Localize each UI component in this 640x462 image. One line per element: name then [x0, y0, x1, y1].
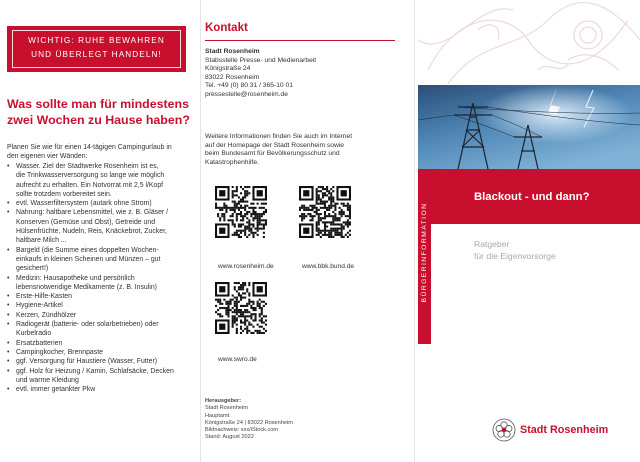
qr-code-rosenheim[interactable] — [215, 186, 267, 238]
side-label: BÜRGERINFORMATION — [421, 202, 428, 303]
contact-street: Königstraße 24 — [205, 65, 251, 73]
supply-item-text: Radiogerät (batterie- oder solarbetrieben) oder Kurbelradio — [16, 321, 159, 338]
supply-item-text: ggf. Versorgung für Haustiere (Wasser, Futter) — [16, 358, 158, 366]
contact-org: Stadt Rosenheim — [205, 48, 260, 55]
bullet-icon: • — [7, 321, 10, 329]
supply-list-item — [7, 348, 193, 357]
city-logo-text: Stadt Rosenheim — [520, 424, 609, 436]
qr-label-rosenheim[interactable]: www.rosenheim.de — [218, 263, 274, 270]
preparation-heading: Was sollte man für mindestens zwei Wochen zu Hause haben? — [7, 97, 190, 127]
city-logo — [492, 418, 608, 442]
supply-item-text: Campingkocher, Brennpaste — [16, 348, 103, 356]
supply-item-text: ggf. Holz für Heizung / Kamin, Schlafsäcke, Decken und warme Kleidung — [16, 367, 174, 384]
qr-label-swro[interactable]: www.swro.de — [218, 356, 257, 363]
bullet-icon: • — [7, 386, 10, 394]
supply-item-text: evtl. immer getankter Pkw — [16, 386, 96, 394]
bullet-icon: • — [7, 311, 10, 319]
warning-line-2: UND ÜBERLEGT HANDELN! — [31, 49, 162, 59]
bullet-icon: • — [7, 200, 10, 208]
supply-list-item — [7, 367, 193, 386]
bullet-icon: • — [7, 348, 10, 356]
supply-list-item — [7, 246, 193, 274]
rose-emblem-icon — [492, 418, 516, 442]
fold-line-right — [414, 0, 415, 462]
supply-list-item — [7, 162, 193, 199]
supply-list-item — [7, 208, 193, 245]
cover-title: Blackout - und dann? — [474, 191, 590, 203]
qr-code-swro[interactable] — [215, 282, 267, 334]
contact-city: 83022 Rosenheim — [205, 73, 260, 81]
supply-item-text: Hygiene-Artikel — [16, 302, 63, 310]
contact-phone: Tel. +49 (0) 80 31 / 365-10 01 — [205, 82, 293, 90]
bullet-icon: • — [7, 339, 10, 347]
supply-list-item — [7, 385, 193, 394]
supply-list-item — [7, 311, 193, 320]
qr-label-bbk[interactable]: www.bbk.bund.de — [302, 263, 355, 270]
bullet-icon: • — [7, 246, 10, 254]
supply-item-text: Kerzen, Zündhölzer — [16, 311, 77, 319]
warning-box — [7, 26, 186, 72]
supply-list-item — [7, 357, 193, 366]
bullet-icon: • — [7, 358, 10, 366]
imprint: Herausgeber: Stadt Rosenheim Hauptamt Königstraße 24 | 83022 Rosenheim Bildnachweis: xxx/iStock.com Stand: August 2022 — [205, 398, 293, 441]
supply-list-item — [7, 339, 193, 348]
contact-dept: Stabsstelle Presse- und Medienarbeit — [205, 56, 317, 64]
supply-item-text: Ersatzbatterien — [16, 339, 63, 347]
decorative-rose-pattern — [418, 0, 640, 84]
supply-list-item — [7, 320, 193, 339]
bullet-icon: • — [7, 367, 10, 375]
more-info-text: Weitere Informationen finden Sie auch im Internet auf der Homepage der Stadt Rosenheim sowie beim Bundesamt für Bevölkerungsschutz und Katastrophenhilfe. — [205, 133, 353, 166]
supply-item-text: Bargeld (die Summe eines doppelten Wochen- einkaufs in kleinen Scheinen und Münzen – gut gesichert!) — [16, 246, 161, 273]
bullet-icon: • — [7, 209, 10, 217]
bullet-icon: • — [7, 302, 10, 310]
supply-list — [7, 162, 193, 394]
cover-photo-power-lines — [418, 85, 640, 169]
panel-contact — [205, 0, 410, 462]
panel-cover — [418, 0, 640, 462]
contact-email[interactable]: pressestelle@rosenheim.de — [205, 90, 288, 98]
bullet-icon: • — [7, 163, 10, 170]
preparation-intro: Planen Sie wie für einen 14-tägigen Campingurlaub in den eigenen vier Wänden: — [7, 144, 172, 161]
contact-divider — [205, 40, 395, 41]
contact-title: Kontakt — [205, 22, 248, 34]
bullet-icon: • — [7, 293, 10, 301]
supply-item-text: Medizin: Hausapotheke und persönlich lebensnotwendige Medikamente (z. B. Insulin) — [16, 274, 157, 291]
cover-subtitle: Ratgeber für die Eigenvorsorge — [474, 239, 556, 261]
supply-list-item — [7, 274, 193, 293]
contact-address — [205, 48, 316, 100]
supply-item-text: Wasser. Ziel der Stadtwerke Rosenheim ist es, die Trinkwasserversorgung so lange wie möglich aufrecht zu erhalten. Ein Notvorrat mit 2,5 l/Kopf sollte trotzdem vorbereitet sein. — [16, 163, 165, 198]
warning-line-1: WICHTIG: RUHE BEWAHREN — [28, 36, 165, 45]
panel-preparation — [0, 0, 198, 462]
supply-list-item — [7, 301, 193, 310]
supply-list-item — [7, 199, 193, 208]
supply-item-text: evtl. Wasserfiltersystem (autark ohne Strom) — [16, 200, 152, 208]
supply-item-text: Nahrung: haltbare Lebensmittel, wie z. B. Gläser / Konserven (Gemüse und Obst), Getreide und Hülsenfrüchte, Nudeln, Reis, Knäckebrot, Zucker, haltbare Milch ... — [16, 209, 169, 245]
supply-item-text: Erste-Hilfe-Kasten — [16, 293, 72, 301]
bullet-icon: • — [7, 274, 10, 282]
qr-code-bbk[interactable] — [299, 186, 351, 238]
supply-list-item — [7, 292, 193, 301]
fold-line-left — [200, 0, 201, 462]
